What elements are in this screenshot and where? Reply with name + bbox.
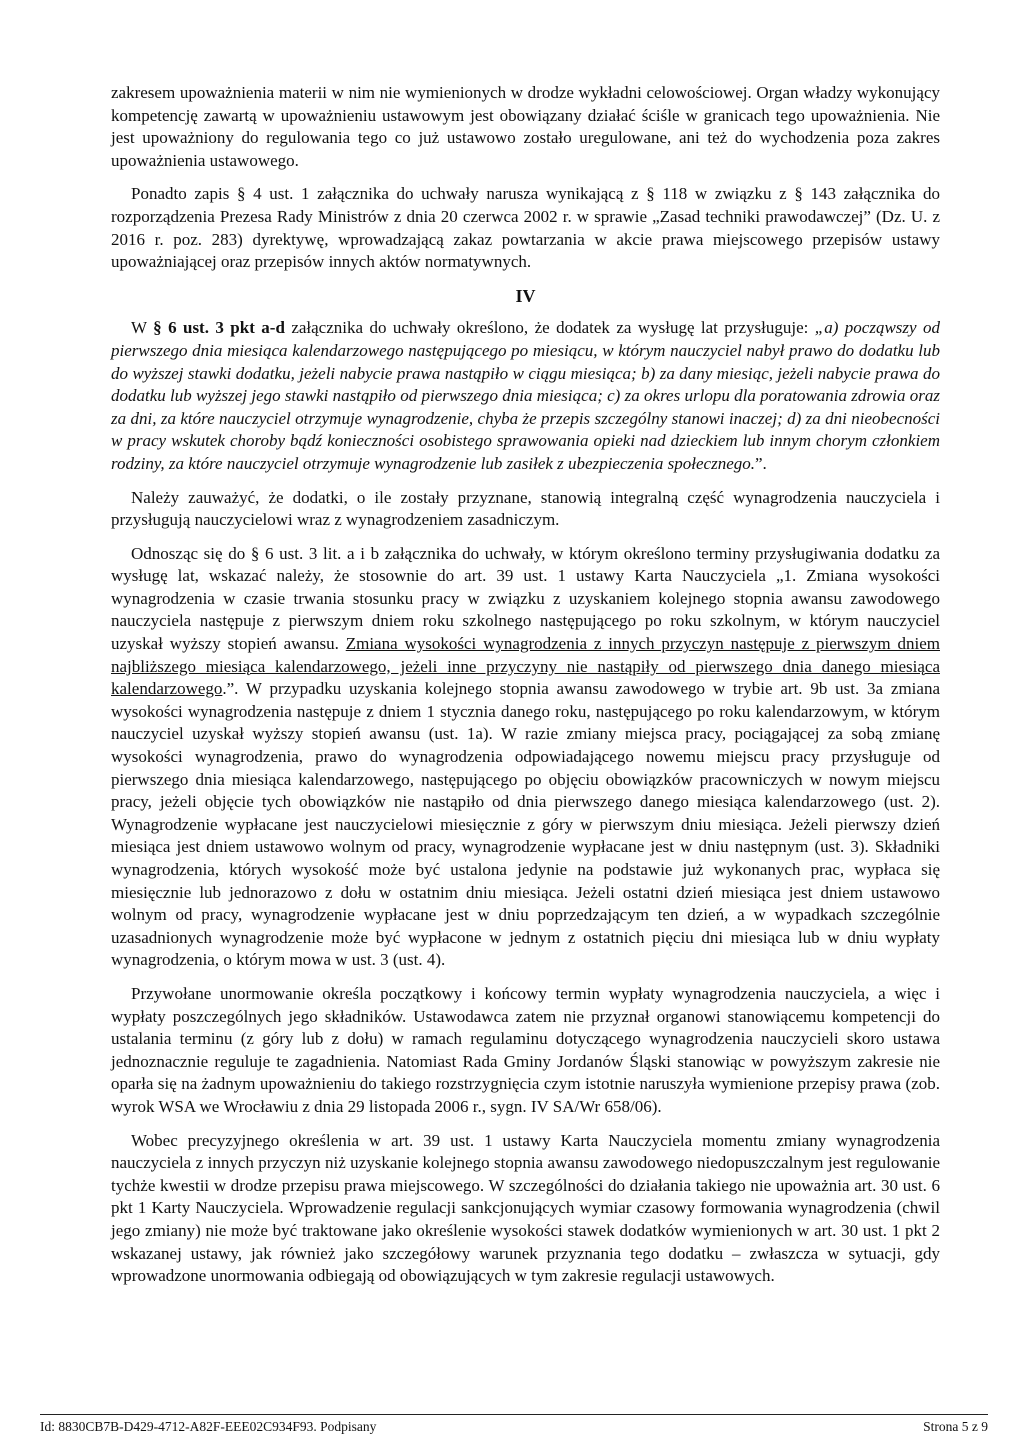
paragraph-3-quote: „a) począwszy od pierwszego dnia miesiąca kalendarzowego następującego po miesiącu, w którym nauczyciel nabył prawo do dodatku lub do wyższej stawki dodatku, jeżeli nabycie prawa nastąpiło w ciągu miesiąca; b) za dany miesiąc, jeżeli nabycie prawa do dodatku lub wyższej jego stawki nastąpiło od pierwszego dnia miesiąca; c) za okres urlopu dla poratowania zdrowia oraz za dni, za które nauczyciel otrzymuje wynagrodzenie, chyba że przepis szczególny stanowi inaczej; d) za dni nieobecności w pracy wskutek choroby bądź konieczności osobistego sprawowania opieki nad dzieckiem lub innym chorym członkiem rodziny, za które nauczyciel otrzymuje wynagrodzenie lub zasiłek z ubezpieczenia społecznego. [111,318,940,473]
paragraph-6: Przywołane unormowanie określa początkowy i końcowy termin wypłaty wynagrodzenia nauczyciela, a więc i wypłaty poszczególnych jego składników. Ustawodawca zatem nie przyznał organowi stanowiącemu kompetencji do ustalania terminu (z góry lub z dołu) w ramach regulaminu dotyczącego wynagrodzenia nauczycieli skoro ustawa jednoznacznie reguluje te zagadnienia. Natomiast Rada Gminy Jordanów Śląski stanowiąc w powyższym zakresie nie oparła się na żadnym upoważnieniu do takiego rozstrzygnięcia czym istotnie naruszyła wymienione przepisy prawa (zob. wyrok WSA we Wrocławiu z dnia 29 listopada 2006 r., sygn. IV SA/Wr 658/06). [111,983,940,1116]
paragraph-1: zakresem upoważnienia materii w nim nie wymienionych w drodze wykładni celowościowej. Organ władzy wykonujący kompetencję zawartą w upoważnieniu ustawowym jest obowiązany działać ściśle w granicach tego upoważnienia. Nie jest upoważniony do regulowania tego co już ustawowo zostało uregulowane, ani też do wychodzenia poza zakres upoważnienia ustawowego. [111,83,940,170]
paragraph-5-text: Odnosząc się do § 6 ust. 3 lit. a i b załącznika do uchwały, w którym określono terminy przysługiwania dodatku za wysługę lat, wskazać należy, że stosownie do art. 39 ust. 1 ustawy Karta Nauczyciela „1. Zmiana wysokości wynagrodzenia w czasie trwania stosunku pracy w związku z uzyskaniem kolejnego stopnia awansu zawodowego nauczyciela następuje z pierwszym dniem roku szkolnego następującego po roku szkolnym, w którym nauczyciel uzyskał wyższy stopień awansu. [111,543,940,654]
paragraph-5-underlined: Zmiana wysokości wynagrodzenia z innych przyczyn następuje z pierwszym dniem najbliższego miesiąca kalendarzowego, jeżeli inne przyczyny nie nastąpiły od pierwszego dnia danego miesiąca kalendarzowego [111,634,940,699]
paragraph-5 [111,543,940,972]
footer-document-id: Id: 8830CB7B-D429-4712-A82F-EEE02C934F93. Podpisany [40,1419,377,1434]
paragraph-2: Ponadto zapis § 4 ust. 1 załącznika do uchwały narusza wynikającą z § 118 w związku z § 143 załącznika do rozporządzenia Prezesa Rady Ministrów z dnia 20 czerwca 2002 r. w sprawie „Zasad techniki prawodawczej” (Dz. U. z 2016 r. poz. 283) dyrektywę, wprowadzającą zakaz powtarzania w akcie prawa miejscowego przepisów ustawy upoważniającej oraz przepisów innych aktów normatywnych. [111,184,940,272]
paragraph-3-lead: W [131,318,154,338]
footer-divider [40,1414,988,1415]
paragraph-3-reference: § 6 ust. 3 pkt a-d [153,318,285,338]
paragraph-3 [111,317,940,475]
paragraph-7: Wobec precyzyjnego określenia w art. 39 ust. 1 ustawy Karta Nauczyciela momentu zmiany wynagrodzenia nauczyciela z innych przyczyn niż uzyskanie kolejnego stopnia awansu zawodowego niedopuszczalnym jest regulowanie tychże kwestii w drodze przepisu prawa miejscowego. W szczególności do działania takiego nie upoważnia art. 30 ust. 6 pkt 1 Karty Nauczyciela. Wprowadzenie regulacji sankcjonujących wymiar czasowy formowania wynagrodzenia (chwil jego zmiany) nie może być traktowane jako określenie wysokości stawek dodatków wymienionych w art. 30 ust. 1 pkt 2 wskazanej ustawy, jak również jako szczegółowy warunek przyznania tego dodatku – zwłaszcza w sytuacji, gdy wprowadzone unormowania odbiegają od obowiązujących w tym zakresie regulacji ustawowych. [111,1130,940,1286]
paragraph-3-end: ”. [755,453,767,473]
document-body [111,82,940,1299]
paragraph-4: Należy zauważyć, że dodatki, o ile zostały przyznane, stanowią integralną część wynagrodzenia nauczyciela i przysługują nauczycielowi wraz z wynagrodzeniem zasadniczym. [111,487,940,530]
paragraph-3-text: załącznika do uchwały określono, że dodatek za wysługę lat przysługuje: [284,318,815,338]
section-heading: IV [515,285,536,306]
paragraph-5-rest: .”. W przypadku uzyskania kolejnego stopnia awansu zawodowego w trybie art. 9b ust. 3a zmiana wysokości wynagrodzenia następuje z dniem 1 stycznia danego roku, następującego po roku kalendarzowym, w którym nauczyciel uzyskał wyższy stopień awansu (ust. 1a). W razie zmiany miejsca pracy, pociągającej za sobą zmianę wysokości wynagrodzenia, prawo do wynagrodzenia odpowiadającego nowemu miejscu pracy przysługuje od pierwszego dnia miesiąca kalendarzowego, następującego po objęciu obowiązków pracowniczych w nowym miejscu pracy, jeżeli objęcie tych obowiązków nie nastąpiło od dnia pierwszego danego miesiąca kalendarzowego (ust. 2). Wynagrodzenie wypłacane jest nauczycielowi miesięcznie z góry w pierwszym dniu miesiąca. Jeżeli pierwszy dzień miesiąca jest dniem ustawowo wolnym od pracy, wynagrodzenie wypłacane jest w dniu następnym (ust. 3). Składniki wynagrodzenia, których wysokość może być ustalona jedynie na podstawie już wykonanych prac, wypłaca się miesięcznie lub jednorazowo z dołu w ostatnim dniu miesiąca. Jeżeli ostatni dzień miesiąca jest dniem ustawowo wolnym od pracy, wynagrodzenie wypłacane jest w dniu poprzedzającym ten dzień, a w wypadkach szczególnie uzasadnionych wynagrodzenie może być wypłacone w jednym z ostatnich pięciu dni miesiąca lub w dniu wypłaty wynagrodzenia, o którym mowa w ust. 3 (ust. 4). [111,679,940,970]
footer-page-number: Strona 5 z 9 [923,1419,988,1434]
